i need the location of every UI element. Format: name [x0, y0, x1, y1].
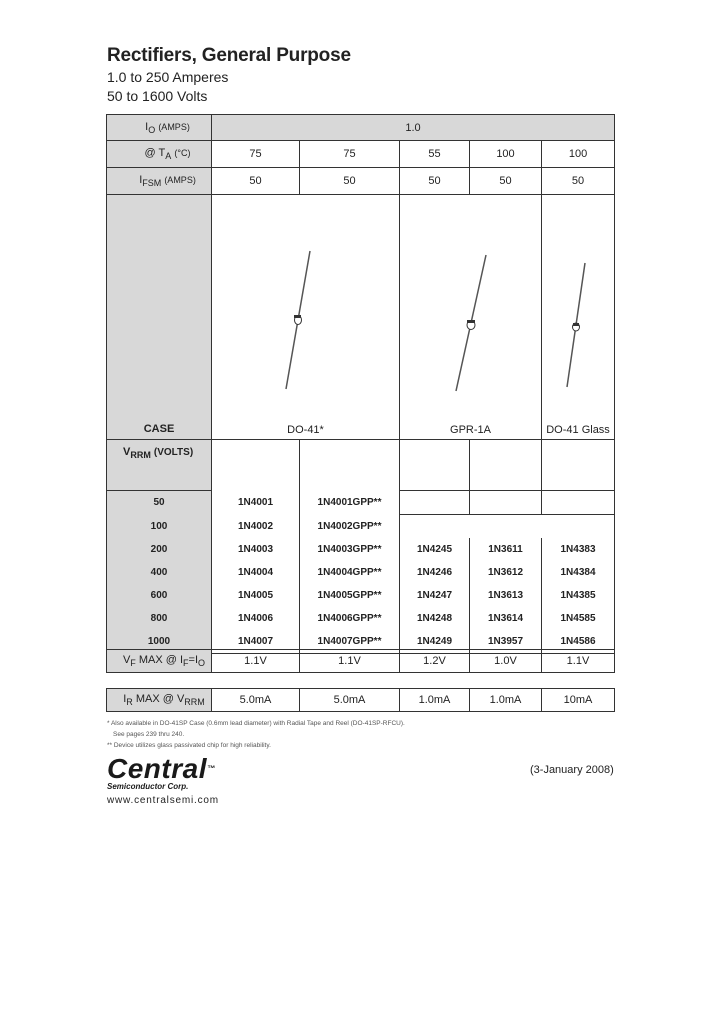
ta-value: 100 [470, 141, 542, 168]
part-number: 1N4249 [400, 630, 470, 654]
vf-value: 1.0V [470, 650, 542, 673]
company-logo [107, 755, 215, 791]
part-number: 1N3614 [470, 607, 542, 630]
ir-value: 5.0mA [300, 689, 400, 712]
part-number: 1N4005GPP** [300, 584, 400, 607]
vrrm-value: 50 [107, 491, 212, 515]
vrrm-value: 1000 [107, 630, 212, 654]
case-name: DO-41 Glass [546, 424, 610, 436]
part-number: 1N3957 [470, 630, 542, 654]
vrrm-value: 100 [107, 515, 212, 539]
table-row [107, 561, 615, 584]
company-url[interactable]: www.centralsemi.com [107, 795, 219, 806]
part-number: 1N4005 [212, 584, 300, 607]
part-number: 1N4385 [542, 584, 615, 607]
part-number: 1N3613 [470, 584, 542, 607]
logo-tagline: Semiconductor Corp. [107, 782, 189, 791]
footnote: ** Device utilizes glass passivated chip for high reliability. [107, 742, 271, 749]
part-number: 1N4245 [400, 538, 470, 561]
part-number: 1N4001GPP** [300, 491, 400, 515]
ir-value: 1.0mA [400, 689, 470, 712]
page-title: Rectifiers, General Purpose [107, 45, 351, 66]
vf-label: $V_F$ MAX @ $I_F=I_O$ [107, 650, 212, 673]
part-number: 1N4007 [212, 630, 300, 654]
vf-value: 1.1V [542, 650, 615, 673]
part-number: 1N4586 [542, 630, 615, 654]
subtitle-current-range: 1.0 to 250 Amperes [107, 69, 229, 85]
diode-image-gpr1a [400, 199, 542, 439]
table-row [107, 491, 615, 515]
footnote: * Also available in DO-41SP Case (0.6mm lead diameter) with Radial Tape and Reel (DO-41SP-RFCU). [107, 720, 405, 727]
ta-value: 100 [542, 141, 615, 168]
subtitle-voltage-range: 50 to 1600 Volts [107, 88, 208, 104]
ir-value: 10mA [542, 689, 615, 712]
table-row [107, 584, 615, 607]
ta-value: 75 [212, 141, 300, 168]
ta-value: 55 [400, 141, 470, 168]
spec-table [106, 114, 615, 654]
ta-value: 75 [300, 141, 400, 168]
vrrm-label: $V_{RRM}$ (VOLTS) [107, 440, 212, 491]
ifsm-label: $I_{FSM}$ (AMPS) [107, 168, 212, 195]
part-number: 1N4001 [212, 491, 300, 515]
ir-value: 1.0mA [470, 689, 542, 712]
io-value: 1.0 [212, 115, 615, 141]
ta-label: @ $T_A$ (°C) [107, 141, 212, 168]
footnote: See pages 239 thru 240. [113, 731, 185, 738]
ifsm-value: 50 [300, 168, 400, 195]
trademark-symbol: ™ [206, 764, 216, 773]
part-number: 1N4003GPP** [300, 538, 400, 561]
ir-table [106, 688, 615, 712]
part-number: 1N4006 [212, 607, 300, 630]
ifsm-value: 50 [470, 168, 542, 195]
revision-date: (3-January 2008) [530, 764, 614, 776]
ifsm-value: 50 [542, 168, 615, 195]
footnotes [107, 718, 405, 751]
case-label: CASE [107, 195, 212, 440]
io-label: $I_O$ (AMPS) [107, 115, 212, 141]
table-row [107, 515, 615, 539]
ifsm-value: 50 [212, 168, 300, 195]
part-number: 1N4383 [542, 538, 615, 561]
part-number: 1N4007GPP** [300, 630, 400, 654]
part-number: 1N3612 [470, 561, 542, 584]
case-name: DO-41* [287, 424, 324, 436]
part-number: 1N4006GPP** [300, 607, 400, 630]
part-number: 1N4002 [212, 515, 300, 539]
vf-value: 1.1V [212, 650, 300, 673]
ir-label: $I_R$ MAX @ $V_{RRM}$ [107, 689, 212, 712]
diode-image-do41-glass [542, 199, 615, 439]
part-number: 1N4002GPP** [300, 515, 400, 539]
vrrm-value: 600 [107, 584, 212, 607]
diode-image-do41 [212, 199, 400, 439]
case-name: GPR-1A [450, 424, 491, 436]
logo-wordmark: Central [107, 753, 207, 784]
ifsm-value: 50 [400, 168, 470, 195]
case-do41-glass [542, 195, 615, 440]
vf-table [106, 649, 615, 673]
part-number: 1N4585 [542, 607, 615, 630]
vf-value: 1.1V [300, 650, 400, 673]
part-number: 1N4246 [400, 561, 470, 584]
part-number: 1N4003 [212, 538, 300, 561]
part-number: 1N4248 [400, 607, 470, 630]
vrrm-value: 400 [107, 561, 212, 584]
case-do41 [212, 195, 400, 440]
ir-value: 5.0mA [212, 689, 300, 712]
case-gpr1a [400, 195, 542, 440]
part-number: 1N4384 [542, 561, 615, 584]
part-number: 1N4247 [400, 584, 470, 607]
part-number: 1N4004GPP** [300, 561, 400, 584]
table-row [107, 538, 615, 561]
vf-value: 1.2V [400, 650, 470, 673]
vrrm-value: 200 [107, 538, 212, 561]
part-number: 1N4004 [212, 561, 300, 584]
vrrm-value: 800 [107, 607, 212, 630]
part-number: 1N3611 [470, 538, 542, 561]
table-row [107, 607, 615, 630]
